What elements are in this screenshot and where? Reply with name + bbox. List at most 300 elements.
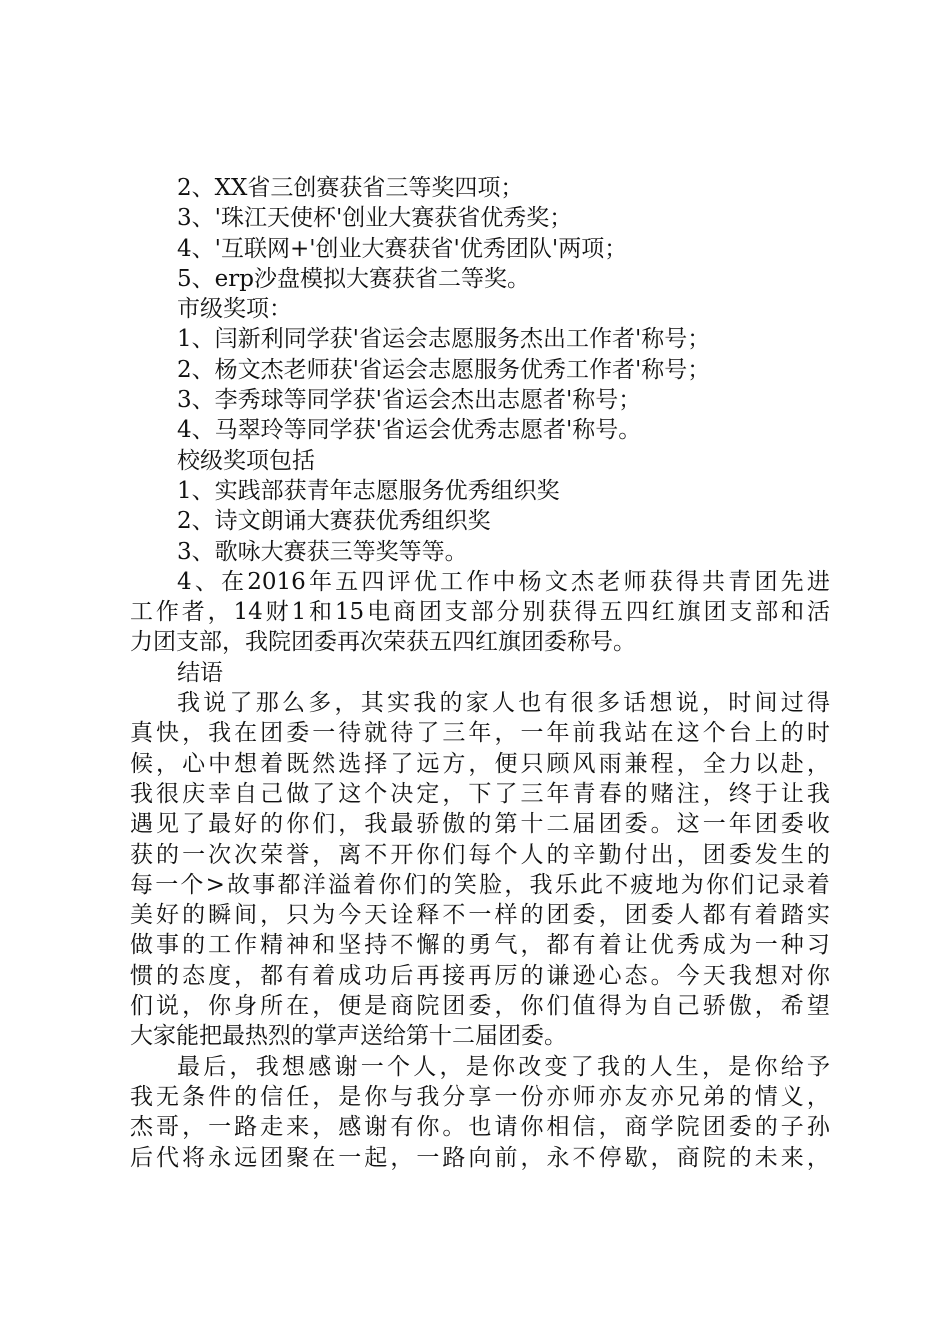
text-glyph: 团 bbox=[624, 902, 648, 929]
text-glyph: 在 bbox=[286, 993, 310, 1020]
text-glyph: 团 bbox=[702, 1114, 726, 1141]
text-glyph: 接 bbox=[442, 962, 466, 989]
text-glyph: 辛 bbox=[572, 841, 596, 868]
text-glyph: 一 bbox=[468, 902, 492, 929]
text-glyph: 作 bbox=[155, 599, 179, 626]
text-glyph: 傲 bbox=[442, 811, 466, 838]
text-glyph: ， bbox=[182, 993, 206, 1020]
text-line bbox=[130, 1082, 830, 1112]
text-line: 市级奖项： bbox=[177, 296, 292, 323]
text-glyph: 的 bbox=[624, 780, 648, 807]
text-glyph: 团 bbox=[260, 720, 284, 747]
text-glyph: 予 bbox=[807, 1053, 830, 1080]
text-glyph: 以 bbox=[754, 750, 778, 777]
text-glyph: 很 bbox=[570, 690, 594, 717]
text-glyph: ， bbox=[338, 811, 362, 838]
text-glyph: 次 bbox=[208, 841, 232, 868]
text-glyph: 在 bbox=[650, 720, 674, 747]
text-glyph: 别 bbox=[522, 599, 546, 626]
text-glyph: ， bbox=[520, 1144, 544, 1171]
text-glyph: 了 bbox=[494, 780, 518, 807]
text-glyph: ， bbox=[234, 962, 258, 989]
text-glyph: 杰 bbox=[130, 1114, 153, 1141]
text-glyph: 发 bbox=[754, 841, 778, 868]
text-glyph: 你 bbox=[364, 1083, 388, 1110]
text-glyph: 走 bbox=[260, 1114, 284, 1141]
text-glyph: 下 bbox=[468, 780, 492, 807]
text-glyph: ， bbox=[439, 1053, 463, 1080]
text-glyph: 快 bbox=[156, 720, 180, 747]
text-glyph: 懈 bbox=[416, 932, 440, 959]
text-glyph: 作 bbox=[466, 568, 490, 595]
text-glyph: 为 bbox=[680, 871, 704, 898]
text-glyph: 既 bbox=[286, 750, 310, 777]
text-line: 2、杨文杰老师获'省运会志愿服务优秀工作者'称号； bbox=[177, 356, 711, 383]
text-glyph: 杰 bbox=[571, 568, 595, 595]
text-glyph: 便 bbox=[338, 993, 362, 1020]
text-glyph: 商 bbox=[624, 1114, 648, 1141]
text-glyph: 停 bbox=[598, 1144, 622, 1171]
text-glyph: 评 bbox=[387, 568, 411, 595]
text-glyph: 年 bbox=[546, 720, 570, 747]
text-glyph: 前 bbox=[494, 1144, 518, 1171]
text-glyph: 院 bbox=[676, 1114, 700, 1141]
text-glyph: 个 bbox=[494, 841, 518, 868]
text-glyph: 天 bbox=[702, 962, 726, 989]
text-glyph: 谢 bbox=[364, 1114, 388, 1141]
text-glyph: 一 bbox=[494, 1083, 518, 1110]
text-line bbox=[130, 809, 830, 839]
text-line: 3、歌咏大赛获三等奖等等。 bbox=[177, 538, 468, 565]
text-glyph: 和 bbox=[781, 599, 805, 626]
text-glyph: 。 bbox=[442, 1114, 466, 1141]
text-glyph: ， bbox=[598, 902, 622, 929]
text-glyph: 的 bbox=[546, 841, 570, 868]
text-glyph: 的 bbox=[428, 871, 452, 898]
text-line bbox=[130, 1143, 830, 1173]
text-glyph: 孙 bbox=[806, 1114, 830, 1141]
text-glyph: 程 bbox=[650, 750, 674, 777]
text-glyph: 工 bbox=[130, 599, 153, 626]
text-line: 结语 bbox=[177, 659, 223, 686]
text-glyph: 想 bbox=[754, 962, 778, 989]
text-glyph: 哥 bbox=[156, 1114, 180, 1141]
text-glyph: 勇 bbox=[468, 932, 492, 959]
text-glyph: 多 bbox=[308, 690, 332, 717]
text-glyph: 释 bbox=[416, 902, 440, 929]
text-glyph: 兼 bbox=[624, 750, 648, 777]
text-glyph: 荣 bbox=[260, 841, 284, 868]
text-glyph: 将 bbox=[182, 1144, 206, 1171]
text-glyph: 你 bbox=[286, 811, 310, 838]
text-glyph: 友 bbox=[624, 1083, 648, 1110]
text-glyph: 的 bbox=[156, 962, 180, 989]
text-glyph: 是 bbox=[364, 993, 388, 1020]
text-glyph: 不 bbox=[605, 871, 629, 898]
text-glyph: 生 bbox=[780, 841, 804, 868]
text-line: 5、erp沙盘模拟大赛获省二等奖。 bbox=[177, 265, 530, 292]
text-glyph: 的 bbox=[728, 1083, 752, 1110]
text-glyph: 坚 bbox=[338, 932, 362, 959]
text-glyph: 想 bbox=[649, 690, 673, 717]
text-glyph: 相 bbox=[546, 1114, 570, 1141]
text-glyph: 心 bbox=[182, 750, 206, 777]
text-glyph: 感 bbox=[338, 1114, 362, 1141]
text-glyph: 件 bbox=[208, 1083, 232, 1110]
text-glyph: ， bbox=[390, 1144, 414, 1171]
text-glyph: 们 bbox=[312, 811, 336, 838]
text-glyph: 年 bbox=[468, 720, 492, 747]
text-glyph: 好 bbox=[156, 902, 180, 929]
text-glyph: 都 bbox=[260, 962, 284, 989]
text-glyph: 种 bbox=[780, 932, 804, 959]
text-glyph: 美 bbox=[130, 902, 153, 929]
text-glyph: 团 bbox=[703, 599, 727, 626]
text-glyph: 厉 bbox=[494, 962, 518, 989]
text-glyph: 得 bbox=[807, 690, 830, 717]
text-glyph: 春 bbox=[598, 780, 622, 807]
text-glyph: 的 bbox=[182, 932, 206, 959]
text-line bbox=[130, 870, 830, 900]
text-line bbox=[130, 597, 830, 627]
text-glyph: 了 bbox=[182, 811, 206, 838]
text-glyph: 得 bbox=[675, 568, 699, 595]
text-glyph: 份 bbox=[520, 1083, 544, 1110]
text-line: 1、实践部获青年志愿服务优秀组织奖 bbox=[177, 477, 560, 504]
text-glyph: 有 bbox=[572, 932, 596, 959]
text-glyph: 持 bbox=[364, 932, 388, 959]
text-glyph: 。 bbox=[650, 811, 674, 838]
text-glyph: 赌 bbox=[650, 780, 674, 807]
text-glyph: 谦 bbox=[546, 962, 570, 989]
text-glyph: 然 bbox=[312, 750, 336, 777]
text-glyph: 我 bbox=[806, 780, 830, 807]
text-glyph: 和 bbox=[312, 932, 336, 959]
text-glyph: 文 bbox=[544, 568, 568, 595]
text-glyph: 优 bbox=[650, 932, 674, 959]
text-glyph: 。 bbox=[650, 962, 674, 989]
text-glyph: 与 bbox=[390, 1083, 414, 1110]
text-glyph: 年 bbox=[309, 568, 332, 595]
text-glyph: 了 bbox=[229, 690, 253, 717]
text-glyph: 事 bbox=[252, 871, 276, 898]
text-glyph: 在 bbox=[221, 568, 245, 595]
text-glyph: 骄 bbox=[416, 811, 440, 838]
text-glyph: 团 bbox=[442, 993, 466, 1020]
text-glyph: 四 bbox=[625, 599, 649, 626]
text-glyph: 电 bbox=[367, 599, 391, 626]
text-glyph: 亦 bbox=[598, 1083, 622, 1110]
text-glyph: 一 bbox=[312, 720, 336, 747]
text-glyph: 你 bbox=[806, 962, 830, 989]
text-glyph: 好 bbox=[234, 811, 258, 838]
text-glyph: ， bbox=[806, 1144, 830, 1171]
text-glyph: 了 bbox=[312, 780, 336, 807]
text-glyph: 间 bbox=[234, 902, 258, 929]
text-glyph: ， bbox=[494, 720, 518, 747]
text-glyph: 台 bbox=[728, 720, 752, 747]
text-glyph: 得 bbox=[598, 993, 622, 1020]
text-glyph: 第 bbox=[494, 811, 518, 838]
text-glyph: 有 bbox=[390, 1114, 414, 1141]
text-line: 2、XX省三创赛获省三等奖四项； bbox=[177, 175, 524, 201]
text-glyph: 个 bbox=[387, 1053, 410, 1080]
text-line: 4、'互联网+'创业大赛获省'优秀团队'两项； bbox=[177, 235, 628, 262]
text-glyph: 其 bbox=[360, 690, 384, 717]
text-glyph: 着 bbox=[312, 962, 336, 989]
text-glyph: 功 bbox=[364, 962, 388, 989]
text-glyph: 度 bbox=[208, 962, 232, 989]
text-glyph: 骄 bbox=[702, 993, 726, 1020]
text-glyph: 让 bbox=[780, 780, 804, 807]
text-glyph: 我 bbox=[598, 720, 622, 747]
text-glyph: ， bbox=[504, 871, 528, 898]
text-glyph: 雨 bbox=[598, 750, 622, 777]
text-glyph: 商 bbox=[676, 1144, 700, 1171]
text-glyph: 今 bbox=[676, 962, 700, 989]
text-glyph: 亦 bbox=[650, 1083, 674, 1110]
text-glyph: 你 bbox=[520, 1114, 544, 1141]
text-glyph: 活 bbox=[806, 599, 830, 626]
text-glyph: 获 bbox=[548, 599, 572, 626]
text-glyph: 再 bbox=[416, 962, 440, 989]
text-glyph: 我 bbox=[364, 811, 388, 838]
text-glyph: 脸 bbox=[479, 871, 503, 898]
text-glyph: 最 bbox=[177, 1053, 200, 1080]
text-glyph: 己 bbox=[676, 993, 700, 1020]
text-glyph: 实 bbox=[387, 690, 410, 717]
text-glyph: 我 bbox=[728, 962, 752, 989]
text-glyph: ， bbox=[182, 1114, 206, 1141]
text-glyph: 者 bbox=[181, 599, 205, 626]
text-glyph: 亦 bbox=[546, 1083, 570, 1110]
text-line bbox=[130, 688, 830, 718]
text-glyph: 成 bbox=[702, 932, 726, 959]
text-line: 1、闫新利同学获'省运会志愿服务杰出工作者'称号； bbox=[177, 326, 711, 353]
text-glyph: 老 bbox=[597, 568, 621, 595]
text-glyph: 财 bbox=[265, 599, 289, 626]
text-glyph: 师 bbox=[623, 568, 647, 595]
text-glyph: 青 bbox=[572, 780, 596, 807]
text-glyph: 一 bbox=[338, 1144, 362, 1171]
text-glyph: 值 bbox=[572, 993, 596, 1020]
text-glyph: 优 bbox=[413, 568, 437, 595]
text-glyph: 年 bbox=[728, 811, 752, 838]
text-glyph: 天 bbox=[364, 902, 388, 929]
text-line bbox=[130, 840, 830, 870]
text-glyph: 赴 bbox=[780, 750, 804, 777]
text-glyph: 选 bbox=[338, 750, 362, 777]
text-glyph: 次 bbox=[234, 841, 258, 868]
text-line bbox=[130, 930, 830, 960]
text-glyph: 的 bbox=[156, 841, 180, 868]
text-glyph: 分 bbox=[496, 599, 520, 626]
text-glyph: 2016 bbox=[247, 568, 306, 595]
text-glyph: 三 bbox=[520, 780, 544, 807]
text-glyph: 遇 bbox=[130, 811, 153, 838]
text-glyph: 一 bbox=[360, 1053, 384, 1080]
text-glyph: 那 bbox=[255, 690, 279, 717]
text-glyph: 你 bbox=[492, 1053, 515, 1080]
text-glyph: 说 bbox=[203, 690, 227, 717]
text-glyph: 中 bbox=[208, 750, 232, 777]
text-glyph: ， bbox=[806, 750, 830, 777]
text-glyph: 们 bbox=[130, 993, 153, 1020]
text-glyph: 个 bbox=[702, 720, 726, 747]
text-glyph: 着 bbox=[754, 902, 778, 929]
text-glyph: 惯 bbox=[130, 962, 153, 989]
text-glyph: 部 bbox=[755, 599, 779, 626]
text-glyph: 委 bbox=[728, 1114, 752, 1141]
text-glyph: 有 bbox=[728, 902, 752, 929]
text-glyph: 路 bbox=[442, 1144, 466, 1171]
text-glyph: ， bbox=[702, 1053, 725, 1080]
text-glyph: 做 bbox=[286, 780, 310, 807]
text-glyph: 不 bbox=[390, 932, 414, 959]
text-glyph: ， bbox=[676, 750, 700, 777]
text-glyph: 我 bbox=[130, 1083, 153, 1110]
text-line bbox=[130, 1112, 830, 1142]
text-glyph: 幸 bbox=[208, 780, 232, 807]
text-glyph: 人 bbox=[492, 690, 515, 717]
text-glyph: 你 bbox=[378, 871, 402, 898]
text-glyph: 候 bbox=[130, 750, 153, 777]
text-glyph: 我 bbox=[255, 1053, 279, 1080]
text-glyph: 杨 bbox=[518, 568, 542, 595]
text-line bbox=[130, 779, 830, 809]
text-glyph: 疲 bbox=[630, 871, 654, 898]
text-glyph: ， bbox=[207, 599, 231, 626]
text-glyph: 为 bbox=[624, 993, 648, 1020]
text-glyph: > bbox=[205, 871, 225, 898]
text-glyph: 最 bbox=[390, 811, 414, 838]
text-glyph: 说 bbox=[156, 993, 180, 1020]
text-glyph: 秀 bbox=[676, 932, 700, 959]
text-glyph: 我 bbox=[416, 1083, 440, 1110]
text-glyph: 我 bbox=[208, 720, 232, 747]
text-glyph: 多 bbox=[597, 690, 620, 717]
text-glyph: 后 bbox=[130, 1144, 153, 1171]
text-glyph: 共 bbox=[702, 568, 726, 595]
text-glyph: 今 bbox=[338, 902, 362, 929]
text-glyph: 谢 bbox=[334, 1053, 358, 1080]
text-glyph: 支 bbox=[729, 599, 753, 626]
text-glyph: ， bbox=[754, 993, 778, 1020]
text-glyph: 得 bbox=[574, 599, 598, 626]
text-glyph: 的 bbox=[728, 1144, 752, 1171]
text-line: 大家能把最热烈的掌声送给第十二届团委。 bbox=[130, 1023, 567, 1050]
text-glyph: 每 bbox=[130, 871, 153, 898]
text-glyph: 14 bbox=[233, 599, 263, 626]
text-glyph: 只 bbox=[286, 902, 310, 929]
text-glyph: 商 bbox=[392, 599, 416, 626]
text-glyph: 先 bbox=[780, 568, 804, 595]
text-glyph: 远 bbox=[416, 750, 440, 777]
text-glyph: 样 bbox=[494, 902, 518, 929]
text-glyph: 说 bbox=[675, 690, 699, 717]
text-glyph: 你 bbox=[416, 841, 440, 868]
text-glyph: 青 bbox=[728, 568, 752, 595]
text-glyph: ， bbox=[676, 841, 700, 868]
text-glyph: 团 bbox=[418, 599, 442, 626]
text-glyph: 终 bbox=[728, 780, 752, 807]
text-glyph: 勤 bbox=[598, 841, 622, 868]
text-glyph: 态 bbox=[182, 962, 206, 989]
text-glyph: 气 bbox=[494, 932, 518, 959]
text-glyph: 着 bbox=[598, 932, 622, 959]
text-glyph: 工 bbox=[440, 568, 464, 595]
text-glyph: 态 bbox=[624, 962, 648, 989]
text-glyph: 团 bbox=[702, 841, 726, 868]
text-glyph: 不 bbox=[364, 841, 388, 868]
text-glyph: 人 bbox=[520, 841, 544, 868]
text-glyph: 自 bbox=[650, 993, 674, 1020]
text-glyph: 一 bbox=[416, 1144, 440, 1171]
text-glyph: 么 bbox=[282, 690, 305, 717]
text-glyph: 诠 bbox=[390, 902, 414, 929]
text-glyph: 溢 bbox=[327, 871, 351, 898]
text-line bbox=[130, 900, 830, 930]
text-glyph: 三 bbox=[442, 720, 466, 747]
text-glyph: 成 bbox=[338, 962, 362, 989]
text-glyph: ， bbox=[598, 1114, 622, 1141]
text-glyph: 乐 bbox=[554, 871, 578, 898]
text-glyph: 心 bbox=[598, 962, 622, 989]
text-glyph: 旗 bbox=[677, 599, 701, 626]
text-glyph: 想 bbox=[282, 1053, 305, 1080]
text-glyph: ， bbox=[702, 780, 726, 807]
text-glyph: 一 bbox=[182, 841, 206, 868]
text-glyph: 着 bbox=[806, 871, 830, 898]
text-glyph: 院 bbox=[416, 993, 440, 1020]
text-glyph: 录 bbox=[781, 871, 805, 898]
text-glyph: ， bbox=[650, 1144, 674, 1171]
text-glyph: 十 bbox=[520, 811, 544, 838]
text-glyph: 分 bbox=[442, 1083, 466, 1110]
text-glyph: 4 bbox=[177, 568, 192, 595]
text-glyph: ， bbox=[468, 750, 492, 777]
text-glyph: 情 bbox=[754, 1083, 778, 1110]
text-glyph: 你 bbox=[705, 871, 729, 898]
text-glyph: 这 bbox=[676, 720, 700, 747]
text-glyph: 一 bbox=[702, 811, 726, 838]
text-glyph: 也 bbox=[468, 1114, 492, 1141]
text-glyph: 请 bbox=[494, 1114, 518, 1141]
text-glyph: 部 bbox=[470, 599, 494, 626]
text-glyph: 让 bbox=[624, 932, 648, 959]
text-glyph: 委 bbox=[650, 902, 674, 929]
text-glyph: 永 bbox=[208, 1144, 232, 1171]
text-glyph: 洋 bbox=[302, 871, 326, 898]
text-glyph: 来 bbox=[780, 1144, 804, 1171]
text-glyph: 的 bbox=[182, 902, 206, 929]
text-glyph: 故 bbox=[227, 871, 251, 898]
text-glyph: 我 bbox=[597, 1053, 620, 1080]
text-glyph: 记 bbox=[756, 871, 780, 898]
text-glyph: 顾 bbox=[546, 750, 570, 777]
text-glyph: 的 bbox=[780, 720, 804, 747]
text-glyph: 的 bbox=[468, 811, 492, 838]
text-glyph: 习 bbox=[806, 932, 830, 959]
text-glyph: 着 bbox=[260, 750, 284, 777]
text-glyph: 改 bbox=[518, 1053, 542, 1080]
text-glyph: 不 bbox=[442, 902, 466, 929]
text-glyph: 条 bbox=[182, 1083, 206, 1110]
text-glyph: 你 bbox=[208, 993, 232, 1020]
text-glyph: 精 bbox=[260, 932, 284, 959]
text-glyph: 委 bbox=[572, 902, 596, 929]
text-glyph: 定 bbox=[416, 780, 440, 807]
